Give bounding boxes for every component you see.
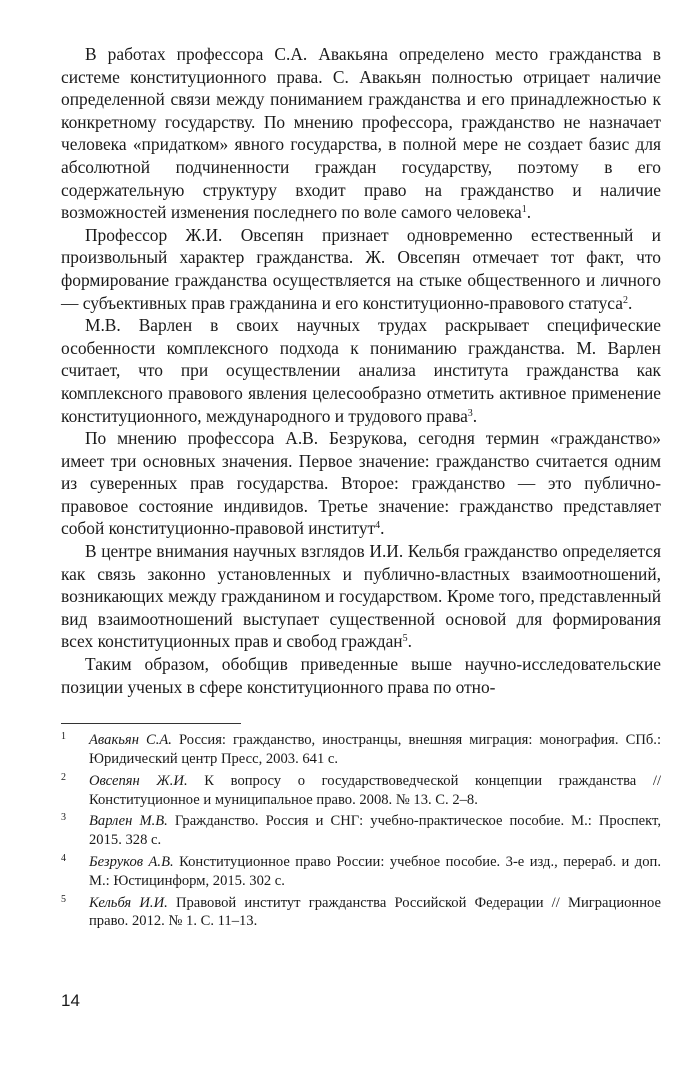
footnotes [61, 731, 661, 931]
footnote-text: Россия: гражданство, иностранцы, внешняя миграция: монография. СПб.: Юридический центр Пресс, 2003. 641 с. [89, 732, 661, 768]
footnote-2 [61, 772, 661, 810]
footnote-author: Авакьян С.А. [89, 732, 172, 749]
footnote-number: 5 [61, 893, 66, 905]
page-content [61, 43, 661, 934]
paragraph-text: Профессор Ж.И. Овсепян признает одновременно естественный и произвольный характер гражданства. Ж. Овсепян отмечает тот факт, что формирование гражданства осуществляется на стыке общественного и личного — субъективных прав гражданина и его конституционно-правового статуса [61, 224, 661, 313]
footnote-ref[interactable]: 4 [375, 520, 381, 532]
paragraph-text: М.В. Варлен в своих научных трудах раскрывает специфические особенности комплексного подхода к пониманию гражданства. М. Варлен считает, что при осуществлении анализа института гражданства как комплексного правового явления целесообразно отметить активное применение конституционного, международного и трудового права [61, 315, 661, 426]
paragraph-text: Таким образом, обобщив приведенные выше научно-исследовательские позиции ученых в сфере конституционного права по отно- [61, 654, 661, 697]
footnote-author: Безруков А.В. [89, 854, 174, 870]
body-paragraph-5 [61, 540, 661, 653]
body-paragraph-6 [61, 653, 661, 698]
body-paragraph-4 [61, 427, 661, 540]
footnote-text: Конституционное право России: учебное пособие. 3-е изд., перераб. и доп. М.: Юстицинформ, 2015. 302 с. [89, 854, 661, 889]
footnote-number: 3 [61, 812, 66, 824]
footnote-ref[interactable]: 5 [402, 633, 408, 645]
footnote-text: К вопросу о государствоведческой концепции гражданства // Конституционное и муниципальное право. 2008. № 13. С. 2–8. [89, 772, 661, 808]
page-number: 14 [61, 991, 80, 1010]
body-paragraph-3 [61, 314, 661, 427]
footnote-author: Варлен М.В. [89, 813, 168, 830]
paragraph-text: В работах профессора С.А. Авакьяна определено место гражданства в системе конституционного права. С. Авакьян полностью отрицает наличие определенной связи между пониманием гражданства и его принадлежностью к конкретному государству. По мнению профессора, гражданство не назначает человека «придатком» явного государства, в полной мере не создает базис для абсолютной подчиненности граждан государству, поэтому в его содержательную структуру входит право на гражданство и наличие возможностей изменения последнего по воле самого человека [61, 44, 661, 223]
body-paragraph-2 [61, 224, 661, 314]
footnote-3 [61, 812, 661, 850]
paragraph-text: По мнению профессора А.В. Безрукова, сегодня термин «гражданство» имеет три основных значения. Первое значение: гражданство считается одним из суверенных прав государства. Второе: гражданство — это публично-правовое состояние индивидов. Третье значение: гражданство представляет собой конституционно-правовой институт [61, 428, 661, 539]
footnote-ref[interactable]: 2 [622, 294, 628, 306]
footnote-number: 1 [61, 731, 66, 743]
footnote-4 [61, 853, 661, 891]
footnote-author: Овсепян Ж.И. [89, 772, 188, 789]
paragraph-text: В центре внимания научных взглядов И.И. Кельбя гражданство определяется как связь законно установленных и публично-властных взаимоотношений, возникающих между гражданином и государством. Кроме того, представленный вид взаимоотношений выступает существенной основой для формирования всех конституционных прав и свобод граждан [61, 541, 661, 652]
footnote-ref[interactable]: 1 [521, 204, 527, 216]
paragraph-tail: . [472, 405, 478, 426]
footnote-author: Кельбя И.И. [89, 894, 168, 911]
paragraph-tail: . [526, 202, 532, 223]
paragraph-tail: . [407, 631, 412, 652]
footnote-ref[interactable]: 3 [467, 407, 473, 419]
footnote-text: Правовой институт гражданства Российской Федерации // Миграционное право. 2012. № 1. С. 11–13. [89, 894, 661, 930]
paragraph-tail: . [380, 518, 385, 539]
footnote-number: 2 [61, 771, 66, 783]
footnote-separator [61, 723, 241, 724]
body-paragraph-1 [61, 43, 661, 224]
footnote-1 [61, 731, 661, 769]
footnote-number: 4 [61, 853, 66, 864]
footnote-text: Гражданство. Россия и СНГ: учебно-практическое пособие. М.: Проспект, 2015. 328 с. [89, 813, 661, 849]
footnote-5 [61, 894, 661, 932]
paragraph-tail: . [627, 292, 633, 313]
